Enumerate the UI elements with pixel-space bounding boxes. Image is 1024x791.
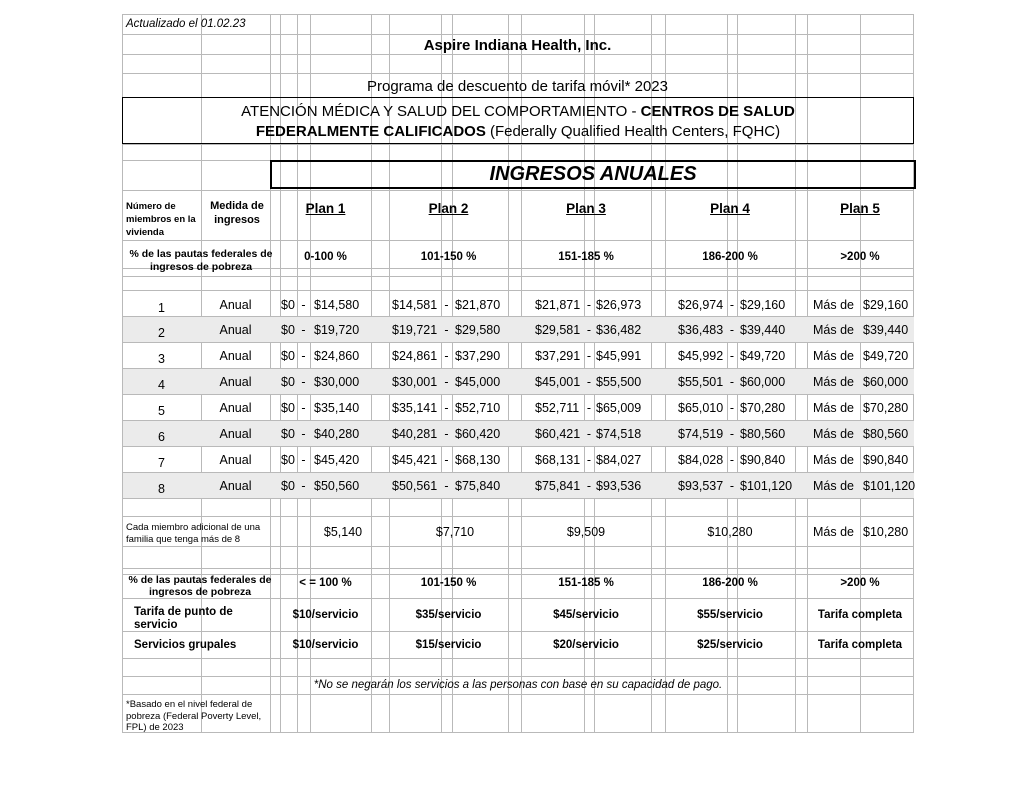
additional-fee-2: $7,710: [435, 525, 475, 539]
p2-max: $75,840: [455, 479, 501, 493]
p2-max: $37,290: [455, 349, 501, 363]
p1-max: $14,580: [314, 298, 360, 312]
p5-min: $70,280: [863, 401, 909, 415]
dash: -: [444, 375, 449, 389]
plan-header-4: Plan 4: [710, 201, 750, 216]
dash: -: [729, 453, 735, 467]
dash: -: [729, 323, 735, 337]
p1-max: $24,860: [314, 349, 360, 363]
more-than: Más de: [813, 323, 854, 337]
pos-fee-2: $35/servicio: [415, 609, 482, 621]
more-than: Más de: [813, 375, 854, 389]
p5-min: $90,840: [863, 453, 909, 467]
p2-max: $29,580: [455, 323, 501, 337]
additional-fee-3: $9,509: [566, 525, 606, 539]
dash: -: [586, 401, 592, 415]
dash: -: [301, 453, 306, 467]
dash: -: [301, 323, 306, 337]
p1-max: $30,000: [314, 375, 360, 389]
dash: -: [729, 401, 735, 415]
p2-min: $45,421: [392, 453, 438, 467]
household-size-6: 6: [158, 430, 165, 444]
pos-fee-5: Tarifa completa: [817, 609, 903, 621]
dash: -: [444, 349, 449, 363]
p2-max: $45,000: [455, 375, 501, 389]
more-than: Más de: [813, 298, 854, 312]
p2-min: $30,001: [392, 375, 438, 389]
p4-min: $65,010: [678, 401, 724, 415]
p2-max: $68,130: [455, 453, 501, 467]
p4-min: $26,974: [678, 298, 724, 312]
p2-max: $52,710: [455, 401, 501, 415]
p5-min: $101,120: [863, 479, 916, 493]
fpl-range-2-3: 151-185 %: [558, 577, 614, 589]
household-size-8: 8: [158, 482, 165, 496]
p2-min: $14,581: [392, 298, 438, 312]
measure: Anual: [219, 401, 252, 415]
dash: -: [586, 427, 592, 441]
p4-min: $36,483: [678, 323, 724, 337]
household-size-7: 7: [158, 456, 165, 470]
pos-fee-4: $55/servicio: [697, 609, 763, 621]
p3-min: $29,581: [535, 323, 581, 337]
p4-min: $74,519: [678, 427, 724, 441]
p1-max: $45,420: [314, 453, 360, 467]
p1-max: $19,720: [314, 323, 360, 337]
measure: Anual: [219, 323, 252, 337]
plan-header-5: Plan 5: [840, 201, 880, 216]
group-fee-1: $10/servicio: [292, 639, 359, 651]
p4-min: $45,992: [678, 349, 724, 363]
measure: Anual: [219, 427, 252, 441]
p3-max: $74,518: [596, 427, 642, 441]
fpl-range-2: 101-150 %: [420, 251, 477, 263]
p1-min: $0: [281, 401, 295, 415]
group-fee-2: $15/servicio: [415, 639, 482, 651]
dash: -: [586, 298, 592, 312]
p3-min: $52,711: [535, 401, 580, 415]
p1-min: $0: [281, 479, 295, 493]
dash: -: [444, 427, 449, 441]
p3-min: $21,871: [535, 298, 581, 312]
fpl-range-2-1: < = 100 %: [299, 577, 352, 589]
p3-min: $68,131: [535, 453, 581, 467]
dash: -: [444, 401, 449, 415]
dash: -: [586, 323, 592, 337]
more-than: Más de: [813, 479, 854, 493]
dash: -: [586, 453, 592, 467]
dash: -: [301, 349, 306, 363]
p5-min: $49,720: [863, 349, 909, 363]
p4-min: $84,028: [678, 453, 724, 467]
p4-max: $39,440: [740, 323, 786, 337]
fpl-range-4: 186-200 %: [702, 251, 758, 263]
p4-max: $70,280: [740, 401, 786, 415]
household-size-5: 5: [158, 404, 165, 418]
dash: -: [729, 375, 735, 389]
p3-max: $84,027: [596, 453, 642, 467]
p1-min: $0: [281, 349, 295, 363]
additional-fee-4: $10,280: [707, 525, 753, 539]
dash: -: [729, 349, 735, 363]
dash: -: [586, 349, 592, 363]
group-fee-5: Tarifa completa: [817, 639, 903, 651]
fpl-range-2-5: >200 %: [840, 577, 880, 589]
fpl-range-3: 151-185 %: [558, 251, 614, 263]
pos-label: Tarifa de punto de servicio: [134, 606, 233, 631]
p2-min: $35,141: [392, 401, 438, 415]
p3-max: $93,536: [596, 479, 642, 493]
service-line-1: ATENCIÓN MÉDICA Y SALUD DEL COMPORTAMIENTO - CENTROS DE SALUD: [241, 103, 795, 120]
additional-fee-5: $10,280: [863, 525, 909, 539]
p1-max: $50,560: [314, 479, 360, 493]
dash: -: [301, 401, 306, 415]
dash: -: [586, 375, 592, 389]
household-size-1: 1: [158, 301, 165, 315]
p4-min: $55,501: [678, 375, 724, 389]
fpl-range-2-2: 101-150 %: [420, 577, 477, 589]
dash: -: [729, 427, 735, 441]
additional-fee-1: $5,140: [323, 525, 363, 539]
dash: -: [444, 479, 449, 493]
p2-min: $24,861: [392, 349, 438, 363]
p3-min: $37,291: [535, 349, 581, 363]
p4-max: $60,000: [740, 375, 786, 389]
measure: Anual: [219, 298, 252, 312]
dash: -: [729, 298, 735, 312]
p1-min: $0: [281, 323, 295, 337]
income-measure-header: Medida de ingresos: [210, 200, 264, 226]
more-than: Más de: [813, 525, 854, 539]
footnote: *Basado en el nivel federal de pobreza (Federal Poverty Level, FPL) de 2023: [126, 699, 262, 733]
p3-max: $36,482: [596, 323, 642, 337]
p1-min: $0: [281, 453, 295, 467]
p2-max: $60,420: [455, 427, 501, 441]
dash: -: [444, 323, 449, 337]
fpl-range-2-4: 186-200 %: [702, 577, 758, 589]
p4-min: $93,537: [678, 479, 724, 493]
dash: -: [301, 375, 306, 389]
p3-min: $75,841: [535, 479, 581, 493]
measure: Anual: [219, 349, 252, 363]
p2-max: $21,870: [455, 298, 501, 312]
updated-date: Actualizado el 01.02.23: [126, 18, 246, 30]
measure: Anual: [219, 453, 252, 467]
p1-min: $0: [281, 375, 295, 389]
annual-income-heading: INGRESOS ANUALES: [489, 163, 697, 185]
service-line-2: FEDERALMENTE CALIFICADOS (Federally Qualified Health Centers, FQHC): [255, 123, 781, 140]
more-than: Más de: [813, 427, 854, 441]
p5-min: $39,440: [863, 323, 909, 337]
dash: -: [729, 479, 735, 493]
measure: Anual: [219, 479, 252, 493]
pos-fee-3: $45/servicio: [553, 609, 619, 621]
p4-max: $90,840: [740, 453, 786, 467]
p5-min: $80,560: [863, 427, 909, 441]
p4-max: $101,120: [740, 479, 793, 493]
program-title: Programa de descuento de tarifa móvil* 2023: [366, 78, 668, 95]
dash: -: [444, 298, 449, 312]
dash: -: [301, 298, 306, 312]
p3-min: $60,421: [535, 427, 581, 441]
p4-max: $29,160: [740, 298, 786, 312]
fpl-label: % de las pautas federales de ingresos de pobreza: [129, 248, 273, 273]
p3-max: $55,500: [596, 375, 642, 389]
p2-min: $19,721: [392, 323, 438, 337]
plan-header-2: Plan 2: [428, 201, 469, 216]
p2-min: $50,561: [392, 479, 438, 493]
p3-min: $45,001: [535, 375, 581, 389]
p1-max: $40,280: [314, 427, 360, 441]
group-fee-4: $25/servicio: [697, 639, 763, 651]
plan-header-1: Plan 1: [305, 201, 346, 216]
organization-name: Aspire Indiana Health, Inc.: [423, 37, 612, 54]
p3-max: $65,009: [596, 401, 642, 415]
p1-min: $0: [281, 298, 295, 312]
p1-min: $0: [281, 427, 295, 441]
p2-min: $40,281: [392, 427, 438, 441]
dash: -: [586, 479, 592, 493]
measure: Anual: [219, 375, 252, 389]
fpl-range-5: >200 %: [840, 251, 880, 263]
more-than: Más de: [813, 453, 854, 467]
p3-max: $45,991: [596, 349, 642, 363]
p4-max: $49,720: [740, 349, 786, 363]
fpl-label-2: % de las pautas federales de ingresos de pobreza: [128, 574, 272, 598]
p4-max: $80,560: [740, 427, 786, 441]
p5-min: $29,160: [863, 298, 909, 312]
dash: -: [301, 427, 306, 441]
group-fee-3: $20/servicio: [553, 639, 619, 651]
household-size-2: 2: [158, 326, 165, 340]
group-label: Servicios grupales: [134, 639, 237, 651]
more-than: Más de: [813, 401, 854, 415]
more-than: Más de: [813, 349, 854, 363]
p5-min: $60,000: [863, 375, 909, 389]
disclaimer: *No se negarán los servicios a las personas con base en su capacidad de pago.: [313, 679, 723, 691]
dash: -: [444, 453, 449, 467]
additional-label: Cada miembro adicional de una familia que tenga más de 8: [126, 522, 261, 545]
household-size-3: 3: [158, 352, 165, 366]
plan-header-3: Plan 3: [566, 201, 606, 216]
pos-fee-1: $10/servicio: [292, 609, 359, 621]
p1-max: $35,140: [314, 401, 360, 415]
dash: -: [301, 479, 306, 493]
household-size-header: Número de miembros en la vivienda: [126, 201, 196, 238]
fpl-range-1: 0-100 %: [304, 251, 347, 263]
household-size-4: 4: [158, 378, 165, 392]
p3-max: $26,973: [596, 298, 642, 312]
